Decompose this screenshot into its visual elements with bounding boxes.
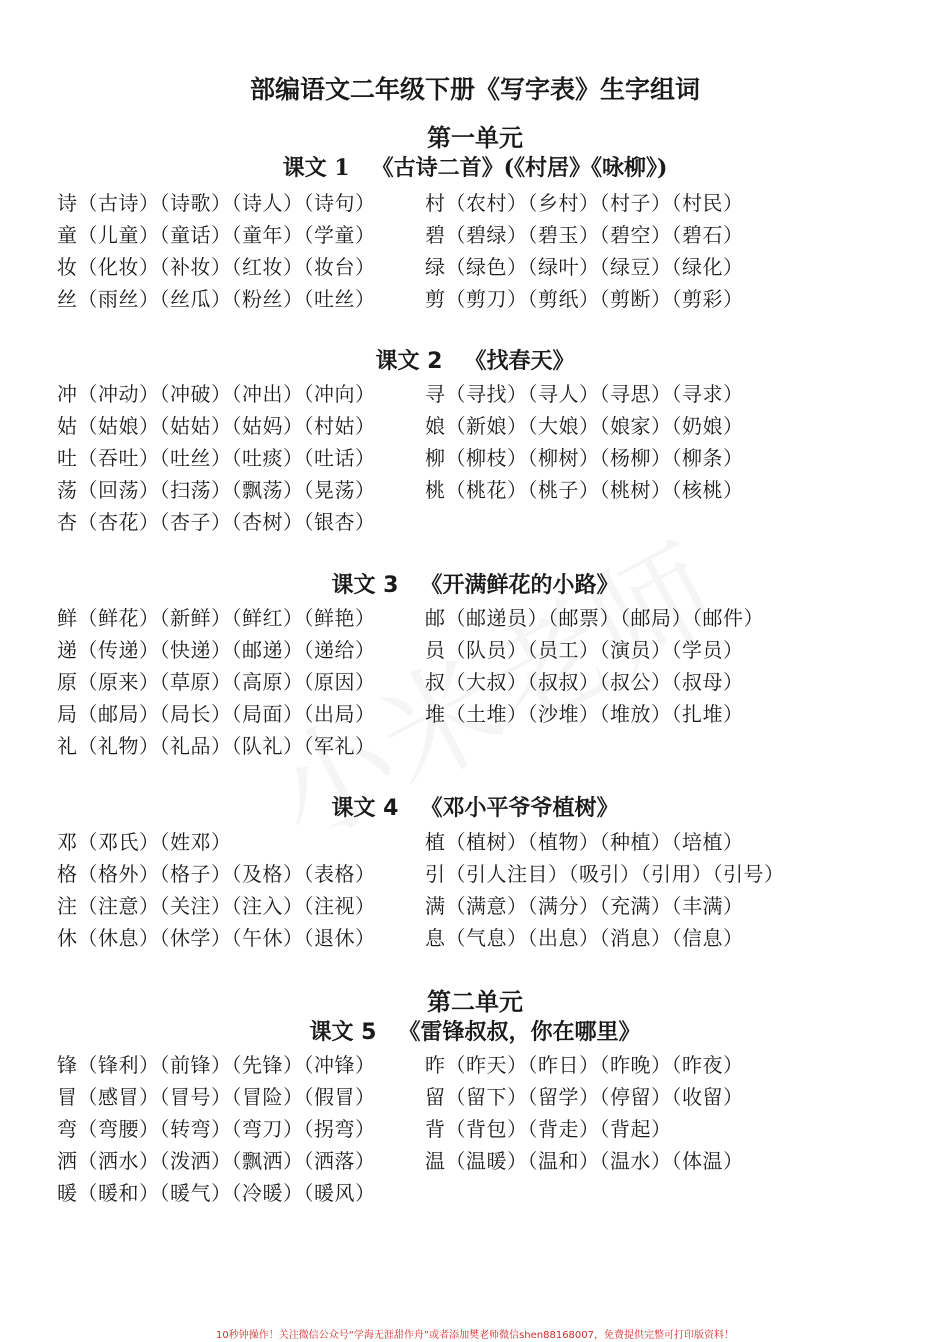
footer-notice: 10秒钟操作！关注微信公众号“学海无涯甜作舟”或者添加樊老师微信shen88168007，免费提供完整可打印版资料！ — [215, 1330, 735, 1341]
lesson-number: 课文 2 — [375, 349, 443, 374]
word-row: 邓（邓氏）（姓邓） — [57, 830, 232, 854]
lesson-heading-1 — [0, 151, 950, 182]
word-row: 绿（绿色）（绿叶）（绿豆）（绿化） — [425, 255, 744, 279]
word-row: 温（温暖）（温和）（温水）（体温） — [425, 1149, 744, 1173]
word-row: 堆（土堆）（沙堆）（堆放）（扎堆） — [425, 702, 744, 726]
word-row: 背（背包）（背走）（背起） — [425, 1117, 672, 1141]
word-row: 邮（邮递员）（邮票）（邮局）（邮件） — [425, 606, 764, 630]
word-row: 剪（剪刀）（剪纸）（剪断）（剪彩） — [425, 287, 744, 311]
word-row: 叔（大叔）（叔叔）（叔公）（叔母） — [425, 670, 744, 694]
word-row: 昨（昨天）（昨日）（昨晚）（昨夜） — [425, 1053, 744, 1077]
word-row: 姑（姑娘）（姑姑）（姑妈）（村姑） — [57, 414, 376, 438]
word-row: 洒（洒水）（泼洒）（飘洒）（洒落） — [57, 1149, 376, 1173]
word-row: 注（注意）（关注）（注入）（注视） — [57, 894, 376, 918]
word-row: 村（农村）（乡村）（村子）（村民） — [425, 191, 744, 215]
word-row: 碧（碧绿）（碧玉）（碧空）（碧石） — [425, 223, 744, 247]
word-row: 礼（礼物）（礼品）（队礼）（军礼） — [57, 734, 376, 758]
word-row: 吐（吞吐）（吐丝）（吐痰）（吐话） — [57, 446, 376, 470]
word-row: 留（留下）（留学）（停留）（收留） — [425, 1085, 744, 1109]
word-row: 诗（古诗）（诗歌）（诗人）（诗句） — [57, 191, 376, 215]
word-row: 杏（杏花）（杏子）（杏树）（银杏） — [57, 510, 376, 534]
word-row: 童（儿童）（童话）（童年）（学童） — [57, 223, 376, 247]
word-row: 满（满意）（满分）（充满）（丰满） — [425, 894, 744, 918]
lesson-number: 课文 5 — [309, 1020, 377, 1045]
word-row: 格（格外）（格子）（及格）（表格） — [57, 862, 376, 886]
lesson-title: 《雷锋叔叔，你在哪里》 — [398, 1020, 641, 1045]
lesson-number: 课文 4 — [331, 796, 399, 821]
word-row: 员（队员）（员工）（演员）（学员） — [425, 638, 744, 662]
word-row: 息（气息）（出息）（消息）（信息） — [425, 926, 744, 950]
word-row: 休（休息）（休学）（午休）（退休） — [57, 926, 376, 950]
word-row: 引（引人注目）（吸引）（引用）（引号） — [425, 862, 785, 886]
word-row: 冲（冲动）（冲破）（冲出）（冲向） — [57, 382, 376, 406]
unit-heading-2: 第二单元 — [427, 987, 523, 1016]
page-title: 部编语文二年级下册《写字表》生字组词 — [249, 75, 700, 104]
lesson-heading-4 — [0, 791, 950, 822]
word-row: 递（传递）（快递）（邮递）（递给） — [57, 638, 376, 662]
word-row: 冒（感冒）（冒号）（冒险）（假冒） — [57, 1085, 376, 1109]
word-row: 植（植树）（植物）（种植）（培植） — [425, 830, 744, 854]
word-row: 丝（雨丝）（丝瓜）（粉丝）（吐丝） — [57, 287, 376, 311]
word-row: 局（邮局）（局长）（局面）（出局） — [57, 702, 376, 726]
lesson-number: 课文 3 — [331, 573, 399, 598]
word-row: 荡（回荡）（扫荡）（飘荡）（晃荡） — [57, 478, 376, 502]
lesson-heading-5 — [0, 1015, 950, 1046]
unit-heading-1: 第一单元 — [427, 123, 523, 152]
lesson-heading-3 — [0, 568, 950, 599]
lesson-title: 《找春天》 — [464, 349, 575, 374]
lesson-title: 《开满鲜花的小路》 — [420, 573, 619, 598]
word-row: 寻（寻找）（寻人）（寻思）（寻求） — [425, 382, 744, 406]
word-row: 妆（化妆）（补妆）（红妆）（妆台） — [57, 255, 376, 279]
word-row: 原（原来）（草原）（高原）（原因） — [57, 670, 376, 694]
word-row: 鲜（鲜花）（新鲜）（鲜红）（鲜艳） — [57, 606, 376, 630]
word-row: 桃（桃花）（桃子）（桃树）（核桃） — [425, 478, 744, 502]
lesson-heading-2 — [0, 344, 950, 375]
lesson-title: 《邓小平爷爷植树》 — [420, 796, 619, 821]
word-row: 柳（柳枝）（柳树）（杨柳）（柳条） — [425, 446, 744, 470]
word-row: 暖（暖和）（暖气）（冷暖）（暖风） — [57, 1181, 376, 1205]
lesson-number: 课文 1 — [282, 155, 350, 181]
word-row: 锋（锋利）（前锋）（先锋）（冲锋） — [57, 1053, 376, 1077]
word-row: 娘（新娘）（大娘）（娘家）（奶娘） — [425, 414, 744, 438]
word-row: 弯（弯腰）（转弯）（弯刀）（拐弯） — [57, 1117, 376, 1141]
lesson-title: 《古诗二首》(《村居》《咏柳》) — [371, 155, 668, 181]
